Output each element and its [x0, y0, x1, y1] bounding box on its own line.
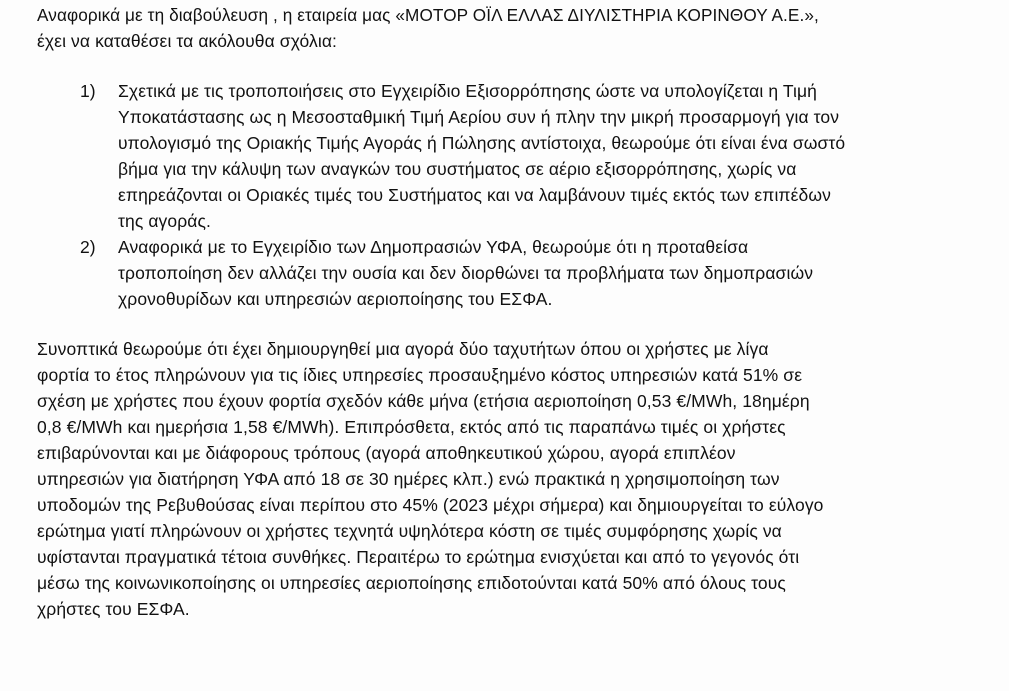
summary-line: 0,8 €/MWh και ημερήσια 1,58 €/MWh). Επιπρόσθετα, εκτός από τις παραπάνω τιμές οι χρήστες [37, 417, 786, 437]
list-item-1-line: επηρεάζονται οι Οριακές τιμές του Συστήματος και να λαμβάνουν τιμές εκτός των επιπέδων [118, 185, 831, 205]
list-item-1-line: Σχετικά με τις τροποποιήσεις στο Εγχειρίδιο Εξισορρόπησης ώστε να υπολογίζεται η Τιμή [118, 81, 817, 101]
list-item-number: 2) [80, 237, 96, 257]
intro-line-1: Αναφορικά με τη διαβούλευση , η εταιρεία μας «ΜΟΤΟΡ ΟΪΛ ΕΛΛΑΣ ΔΙΥΛΙΣΤΗΡΙΑ ΚΟΡΙΝΘΟΥ Α.Ε.», [37, 5, 819, 25]
list-item-1-line: βήμα για την κάλυψη των αναγκών του συστήματος σε αέριο εξισορρόπησης, χωρίς να [118, 159, 797, 179]
summary-line: υποδομών της Ρεβυθούσας είναι περίπου στο 45% (2023 μέχρι σήμερα) και δημιουργείται το εύλογο [37, 495, 824, 515]
summary-line: φορτία το έτος πληρώνουν για τις ίδιες υπηρεσίες προσαυξημένο κόστος υπηρεσιών κατά 51% σε [37, 365, 803, 385]
summary-line: μέσω της κοινωνικοποίησης οι υπηρεσίες αεριοποίησης επιδοτούνται κατά 50% από όλους τους [37, 573, 786, 593]
summary-line: Συνοπτικά θεωρούμε ότι έχει δημιουργηθεί μια αγορά δύο ταχυτήτων όπου οι χρήστες με λίγα [37, 339, 769, 359]
summary-line: χρήστες του ΕΣΦΑ. [37, 599, 190, 619]
summary-line: επιβαρύνονται και με διάφορους τρόπους (αγορά αποθηκευτικού χώρου, αγορά επιπλέον [37, 443, 736, 463]
summary-line: ερώτημα γιατί πληρώνουν οι χρήστες τεχνητά υψηλότερα κόστη σε τιμές συμφόρησης χωρίς να [37, 521, 782, 541]
list-item-2-line: Αναφορικά με το Εγχειρίδιο των Δημοπρασιών ΥΦΑ, θεωρούμε ότι η προταθείσα [118, 237, 749, 257]
summary-line: σχέση με χρήστες που έχουν φορτία σχεδόν κάθε μήνα (ετήσια αεριοποίηση 0,53 €/MWh, 18ημέρη [37, 391, 810, 411]
list-item-1-line: υπολογισμό της Οριακής Τιμής Αγοράς ή Πώλησης αντίστοιχα, θεωρούμε ότι είναι ένα σωστό [118, 133, 846, 153]
list-item-2-line: χρονοθυρίδων και υπηρεσιών αεριοποίησης του ΕΣΦΑ. [118, 289, 553, 309]
list-item-1-line: Υποκατάστασης ως η Μεσοσταθμική Τιμή Αερίου συν ή πλην την μικρή προσαρμογή για τον [118, 107, 840, 127]
summary-line: υπηρεσιών για διατήρηση ΥΦΑ από 18 σε 30 ημέρες κλπ.) ενώ πρακτικά η χρησιμοποίηση των [37, 469, 780, 489]
list-item-2-line: τροποποίηση δεν αλλάζει την ουσία και δεν διορθώνει τα προβλήματα των δημοπρασιών [118, 263, 814, 283]
list-item-number: 1) [80, 81, 96, 101]
intro-line-2: έχει να καταθέσει τα ακόλουθα σχόλια: [37, 31, 338, 51]
list-item-1-line: της αγοράς. [118, 211, 212, 231]
summary-line: υφίστανται πραγματικά τέτοια συνθήκες. Περαιτέρω το ερώτημα ενισχύεται και από το γεγονός ότι [37, 547, 800, 567]
